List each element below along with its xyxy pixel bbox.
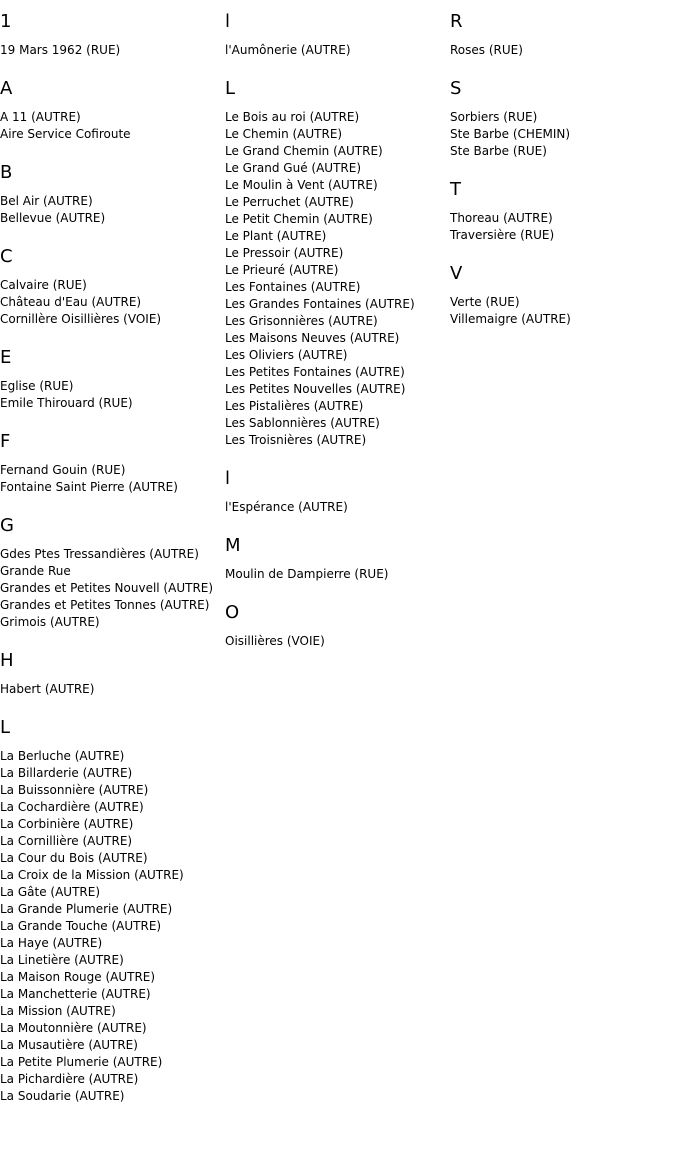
letter-group — [0, 162, 225, 227]
street-link[interactable]: Cornillère Oisillières (VOIE) — [0, 312, 162, 326]
street-link[interactable]: La Billarderie (AUTRE) — [0, 766, 133, 780]
street-link[interactable]: Grande Rue — [0, 564, 71, 578]
letter-heading: V — [450, 263, 463, 284]
letter-group — [0, 11, 225, 59]
street-link[interactable]: Les Oliviers (AUTRE) — [225, 348, 348, 362]
street-link[interactable]: Eglise (RUE) — [0, 379, 74, 393]
letter-heading: 1 — [0, 11, 12, 32]
street-link[interactable]: Gdes Ptes Tressandières (AUTRE) — [0, 547, 199, 561]
street-link[interactable]: Bellevue (AUTRE) — [0, 211, 106, 225]
letter-heading: E — [0, 347, 12, 368]
street-link[interactable]: La Cornillière (AUTRE) — [0, 834, 133, 848]
street-link[interactable]: La Gâte (AUTRE) — [0, 885, 101, 899]
street-index-column-1 — [0, 0, 225, 1124]
letter-heading: F — [0, 431, 11, 452]
street-link[interactable]: La Croix de la Mission (AUTRE) — [0, 868, 184, 882]
letter-heading: L — [225, 78, 236, 99]
street-list — [450, 109, 675, 160]
street-link[interactable]: La Buissonnière (AUTRE) — [0, 783, 149, 797]
street-link[interactable]: Grandes et Petites Tonnes (AUTRE) — [0, 598, 210, 612]
letter-heading: l — [225, 11, 231, 32]
street-link[interactable]: La Mission (AUTRE) — [0, 1004, 116, 1018]
street-link[interactable]: Traversière (RUE) — [450, 228, 555, 242]
street-list — [0, 277, 225, 328]
street-list — [0, 42, 225, 59]
street-link[interactable]: Les Petites Fontaines (AUTRE) — [225, 365, 405, 379]
street-list — [0, 462, 225, 496]
street-link[interactable]: Moulin de Dampierre (RUE) — [225, 567, 389, 581]
letter-heading: A — [0, 78, 13, 99]
street-link[interactable]: Le Perruchet (AUTRE) — [225, 195, 354, 209]
street-link[interactable]: La Soudarie (AUTRE) — [0, 1089, 125, 1103]
street-link[interactable]: Ste Barbe (RUE) — [450, 144, 547, 158]
street-link[interactable]: Le Grand Chemin (AUTRE) — [225, 144, 383, 158]
street-link[interactable]: l'Espérance (AUTRE) — [225, 500, 348, 514]
street-index-column-3 — [450, 0, 675, 347]
street-link[interactable]: Le Moulin à Vent (AUTRE) — [225, 178, 378, 192]
street-link[interactable]: Le Plant (AUTRE) — [225, 229, 327, 243]
letter-group — [225, 535, 450, 583]
letter-heading: l — [225, 468, 231, 489]
street-link[interactable]: Les Petites Nouvelles (AUTRE) — [225, 382, 406, 396]
letter-group — [0, 347, 225, 412]
street-link[interactable]: Les Maisons Neuves (AUTRE) — [225, 331, 400, 345]
letter-group — [0, 431, 225, 496]
street-link[interactable]: Le Petit Chemin (AUTRE) — [225, 212, 373, 226]
street-link[interactable]: La Berluche (AUTRE) — [0, 749, 125, 763]
letter-group — [225, 602, 450, 650]
letter-group — [0, 78, 225, 143]
street-link[interactable]: Thoreau (AUTRE) — [450, 211, 553, 225]
street-link[interactable]: Oisillières (VOIE) — [225, 634, 325, 648]
street-link[interactable]: Le Chemin (AUTRE) — [225, 127, 343, 141]
street-link[interactable]: La Cochardière (AUTRE) — [0, 800, 144, 814]
letter-heading: G — [0, 515, 14, 536]
street-link[interactable]: La Musautière (AUTRE) — [0, 1038, 138, 1052]
street-link[interactable]: La Corbinière (AUTRE) — [0, 817, 134, 831]
street-link[interactable]: Habert (AUTRE) — [0, 682, 95, 696]
street-list — [225, 633, 450, 650]
street-list — [0, 193, 225, 227]
street-link[interactable]: Les Grisonnières (AUTRE) — [225, 314, 378, 328]
letter-heading: L — [0, 717, 11, 738]
letter-group — [450, 263, 675, 328]
street-link[interactable]: La Pichardière (AUTRE) — [0, 1072, 139, 1086]
letter-heading: R — [450, 11, 463, 32]
letter-group — [0, 246, 225, 328]
letter-heading: O — [225, 602, 240, 623]
street-link[interactable]: La Maison Rouge (AUTRE) — [0, 970, 156, 984]
street-link[interactable]: Les Troisnières (AUTRE) — [225, 433, 367, 447]
letter-group — [225, 78, 450, 449]
street-link[interactable]: Le Pressoir (AUTRE) — [225, 246, 344, 260]
street-list — [225, 109, 450, 449]
letter-heading: B — [0, 162, 13, 183]
letter-group — [0, 650, 225, 698]
street-link[interactable]: Le Bois au roi (AUTRE) — [225, 110, 360, 124]
street-link[interactable]: Grandes et Petites Nouvell (AUTRE) — [0, 581, 214, 595]
street-link[interactable]: La Moutonnière (AUTRE) — [0, 1021, 147, 1035]
letter-group — [0, 515, 225, 631]
street-list — [225, 42, 450, 59]
street-list — [450, 294, 675, 328]
letter-heading: T — [450, 179, 461, 200]
street-link[interactable]: Les Sablonnières (AUTRE) — [225, 416, 380, 430]
letter-heading: M — [225, 535, 241, 556]
street-link[interactable]: 19 Mars 1962 (RUE) — [0, 43, 121, 57]
street-link[interactable]: La Haye (AUTRE) — [0, 936, 103, 950]
street-link[interactable]: La Manchetterie (AUTRE) — [0, 987, 151, 1001]
letter-group — [225, 11, 450, 59]
street-list — [450, 210, 675, 244]
street-link[interactable]: Roses (RUE) — [450, 43, 523, 57]
street-link[interactable]: A 11 (AUTRE) — [0, 110, 81, 124]
street-link[interactable]: Les Fontaines (AUTRE) — [225, 280, 361, 294]
street-list — [450, 42, 675, 59]
street-list — [0, 378, 225, 412]
letter-group — [450, 179, 675, 244]
street-list — [0, 546, 225, 631]
street-link[interactable]: Aire Service Cofiroute — [0, 127, 131, 141]
letter-group — [225, 468, 450, 516]
street-link[interactable]: Calvaire (RUE) — [0, 278, 87, 292]
street-link[interactable]: Sorbiers (RUE) — [450, 110, 538, 124]
street-link[interactable]: Ste Barbe (CHEMIN) — [450, 127, 571, 141]
street-link[interactable]: La Grande Plumerie (AUTRE) — [0, 902, 173, 916]
street-link[interactable]: La Cour du Bois (AUTRE) — [0, 851, 148, 865]
street-list — [225, 499, 450, 516]
street-link[interactable]: Le Prieuré (AUTRE) — [225, 263, 339, 277]
letter-heading: C — [0, 246, 13, 267]
letter-group — [0, 717, 225, 1105]
street-list — [225, 566, 450, 583]
street-link[interactable]: Les Grandes Fontaines (AUTRE) — [225, 297, 415, 311]
letter-group — [450, 11, 675, 59]
street-link[interactable]: Bel Air (AUTRE) — [0, 194, 93, 208]
street-link[interactable]: l'Aumônerie (AUTRE) — [225, 43, 351, 57]
street-link[interactable]: Château d'Eau (AUTRE) — [0, 295, 142, 309]
street-link[interactable]: Villemaigre (AUTRE) — [450, 312, 571, 326]
street-list — [0, 681, 225, 698]
letter-heading: H — [0, 650, 14, 671]
street-link[interactable]: Verte (RUE) — [450, 295, 520, 309]
street-link[interactable]: Les Pistalières (AUTRE) — [225, 399, 364, 413]
street-index-column-2 — [225, 0, 450, 669]
street-list — [0, 748, 225, 1105]
letter-heading: S — [450, 78, 462, 99]
street-link[interactable]: Le Grand Gué (AUTRE) — [225, 161, 362, 175]
street-link[interactable]: La Linetière (AUTRE) — [0, 953, 124, 967]
street-link[interactable]: Fernand Gouin (RUE) — [0, 463, 126, 477]
letter-group — [450, 78, 675, 160]
street-list — [0, 109, 225, 143]
street-link[interactable]: Grimois (AUTRE) — [0, 615, 100, 629]
street-link[interactable]: Emile Thirouard (RUE) — [0, 396, 133, 410]
street-link[interactable]: La Grande Touche (AUTRE) — [0, 919, 162, 933]
street-link[interactable]: Fontaine Saint Pierre (AUTRE) — [0, 480, 178, 494]
street-link[interactable]: La Petite Plumerie (AUTRE) — [0, 1055, 163, 1069]
